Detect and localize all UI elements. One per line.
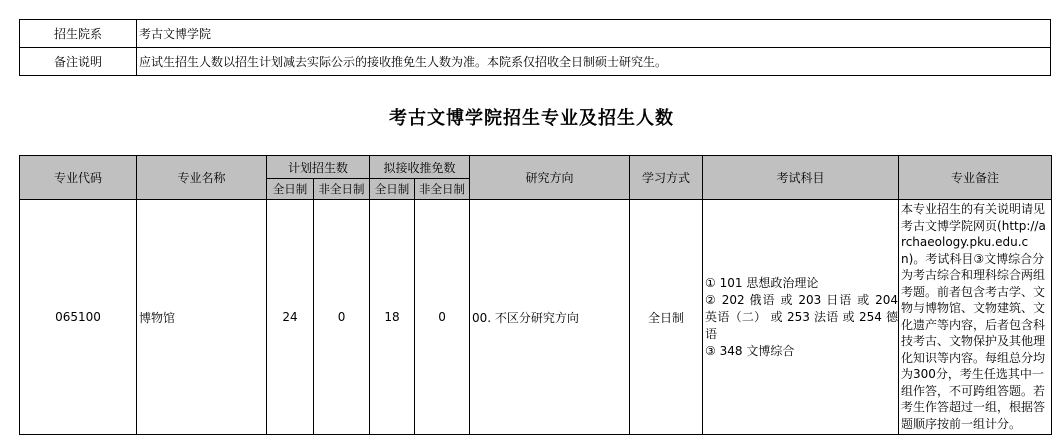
rec-fulltime-count: 18 <box>370 200 415 435</box>
remarks-value: 应试生招生人数以招生计划减去实际公示的接收推免生人数为准。本院系仅招收全日制硕士研究生。 <box>137 48 1051 76</box>
header-rec-fulltime: 全日制 <box>370 179 415 200</box>
header-rec-parttime: 非全日制 <box>415 179 470 200</box>
header-direction: 研究方向 <box>470 156 630 200</box>
exam-subject-3: ③ 348 文博综合 <box>705 343 795 358</box>
major-code: 065100 <box>20 200 137 435</box>
department-value: 考古文博学院 <box>137 20 1051 48</box>
header-name: 专业名称 <box>137 156 267 200</box>
header-plan: 计划招生数 <box>267 156 370 179</box>
info-table <box>19 19 1051 76</box>
study-mode: 全日制 <box>630 200 703 435</box>
header-row <box>20 156 1052 179</box>
major-notes <box>899 200 1052 435</box>
header-exam: 考试科目 <box>703 156 899 200</box>
exam-subject-2: ② 202 俄语 或 203 日语 或 204 英语（二） 或 253 法语 或 254 德语 <box>705 292 899 341</box>
header-code: 专业代码 <box>20 156 137 200</box>
table-row <box>20 200 1052 435</box>
exam-subject-1: ① 101 思想政治理论 <box>705 275 819 290</box>
enrollment-table <box>19 155 1052 435</box>
remarks-label: 备注说明 <box>20 48 137 76</box>
rec-parttime-count: 0 <box>415 200 470 435</box>
major-name: 博物馆 <box>137 200 267 435</box>
major-notes-text: 本专业招生的有关说明请见考古文博学院网页(http://archaeology.pku.edu.cn)。考试科目③文博综合分为考古综合和理科综合两组考题。前者包含考古学、文物与博物馆、文物建筑、文化遗产等内容，后者包含科技考古、文物保护及其他理化知识等内容。每组总分均为300分，考生任选其中一组作答，不可跨组答题。若考生作答超过一组，根据答题顺序按前一组计分。 <box>901 202 1046 431</box>
department-label: 招生院系 <box>20 20 137 48</box>
header-mode: 学习方式 <box>630 156 703 200</box>
research-direction: 00. 不区分研究方向 <box>470 200 630 435</box>
header-notes: 专业备注 <box>899 156 1052 200</box>
exam-subjects <box>703 200 899 435</box>
plan-fulltime-count: 24 <box>267 200 314 435</box>
section-title: 考古文博学院招生专业及招生人数 <box>389 108 674 129</box>
info-row-remarks <box>20 48 1051 76</box>
header-recommend: 拟接收推免数 <box>370 156 470 179</box>
header-plan-fulltime: 全日制 <box>267 179 314 200</box>
header-plan-parttime: 非全日制 <box>314 179 370 200</box>
plan-parttime-count: 0 <box>314 200 370 435</box>
info-row-department <box>20 20 1051 48</box>
